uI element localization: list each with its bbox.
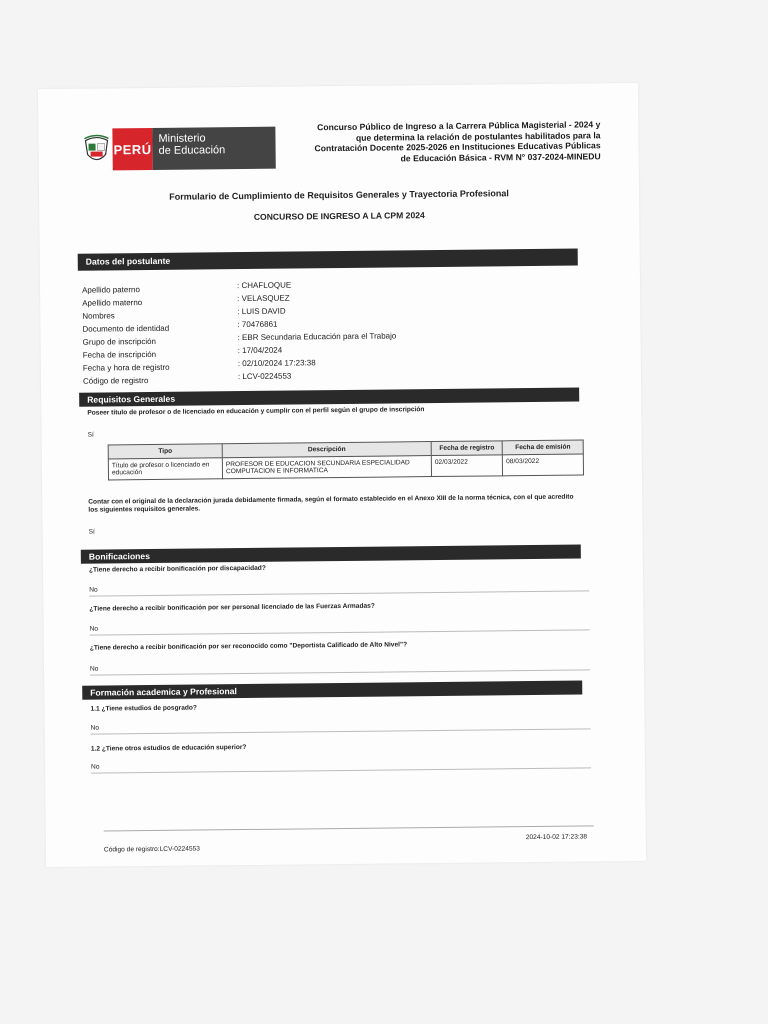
section-bar-requisitos: Requisitos Generales	[79, 388, 579, 407]
education-answer: No	[90, 724, 100, 732]
field-value: : EBR Secundaria Educación para el Trabajo	[237, 331, 397, 343]
column-header: Tipo	[108, 444, 222, 459]
table-cell: 08/03/2022	[503, 454, 584, 476]
column-header: Descripción	[222, 442, 431, 458]
field-label: Apellido materno	[82, 298, 143, 308]
education-question: 1.2 ¿Tiene otros estudios de educación superior?	[90, 744, 247, 753]
divider	[90, 669, 590, 675]
requirements-table	[108, 439, 584, 480]
divider	[89, 590, 589, 596]
section-bar-formacion: Formación academica y Profesional	[82, 680, 582, 699]
bonus-question: ¿Tiene derecho a recibir bonificación por ser reconocido como "Deportista Calificado de Alto Nivel"?	[89, 641, 408, 652]
requirement-question: Poseer título de profesor o de licenciado en educación y cumplir con el perfil según el grupo de inscripción	[87, 406, 425, 417]
field-label: Fecha de inscripción	[82, 349, 157, 360]
coat-of-arms-icon	[80, 128, 112, 170]
bonus-answer: No	[89, 625, 99, 633]
field-value: : VELASQUEZ	[237, 293, 290, 304]
field-label: Nombres	[82, 311, 115, 321]
requirement-answer: Sí	[87, 431, 94, 439]
contest-title: Concurso Público de Ingreso a la Carrera Pública Magisterial - 2024 y que determina la relación de postulantes habilitados para la Contratación Docente 2025-2026 en Instituciones Educativas Públicas de Educación Básica - RVM N° 037-2024-MINEDU	[314, 119, 601, 163]
bonus-answer: No	[89, 665, 99, 673]
field-value: : CHAFLOQUE	[236, 280, 292, 291]
minedu-logo	[80, 127, 275, 171]
peru-brand: PERÚ	[112, 128, 152, 170]
divider	[91, 767, 591, 773]
footer-timestamp: 2024-10-02 17:23:38	[525, 833, 588, 842]
education-answer: No	[91, 763, 100, 771]
ministry-name: Ministerio de Educación	[152, 127, 275, 170]
field-label: Grupo de inscripción	[82, 336, 157, 347]
field-label: Código de registro	[82, 376, 149, 386]
form-subtitle: CONCURSO DE INGRESO A LA CPM 2024	[253, 210, 425, 222]
section-bar-datos: Datos del postulante	[78, 249, 578, 271]
table-row	[108, 454, 583, 480]
field-value: : 17/04/2024	[237, 345, 283, 356]
form-title: Formulario de Cumplimiento de Requisitos Generales y Trayectoria Profesional	[169, 188, 509, 202]
scanned-document	[38, 83, 646, 867]
field-value: : LUIS DAVID	[237, 306, 286, 317]
field-label: Apellido paterno	[82, 285, 140, 295]
table-cell: PROFESOR DE EDUCACION SECUNDARIA ESPECIALIDAD COMPUTACION E INFORMATICA	[222, 456, 431, 479]
bonus-question: ¿Tiene derecho a recibir bonificación por discapacidad?	[88, 564, 266, 574]
field-value: : 70476861	[237, 319, 278, 330]
table-cell: 02/03/2022	[431, 455, 502, 477]
section-bar-bonificaciones: Bonificaciones	[81, 545, 581, 564]
requirement-answer: Sí	[88, 528, 95, 536]
footer-divider	[104, 825, 594, 831]
requirement-question: Contar con el original de la declaración jurada debidamente firmada, según el formato establecido en el Anexo XIII de la norma técnica, con el que acredito los siguientes requisitos generales.	[88, 493, 574, 514]
bonus-question: ¿Tiene derecho a recibir bonificación por ser personal licenciado de las Fuerzas Armadas?	[89, 602, 375, 613]
bonus-answer: No	[89, 586, 98, 594]
field-value: : 02/10/2024 17:23:38	[237, 358, 316, 369]
field-label: Documento de identidad	[82, 323, 170, 334]
footer-registration-code: Código de registro:LCV-0224553	[103, 845, 200, 854]
column-header: Fecha de emisión	[502, 440, 583, 455]
field-label: Fecha y hora de registro	[82, 362, 170, 373]
table-cell: Título de profesor o licenciado en educación	[108, 458, 222, 480]
field-value: : LCV-0224553	[237, 371, 292, 382]
column-header: Fecha de registro	[431, 441, 502, 456]
education-question: 1.1 ¿Tiene estudios de posgrado?	[90, 704, 197, 713]
divider	[90, 629, 590, 635]
divider	[91, 728, 591, 734]
